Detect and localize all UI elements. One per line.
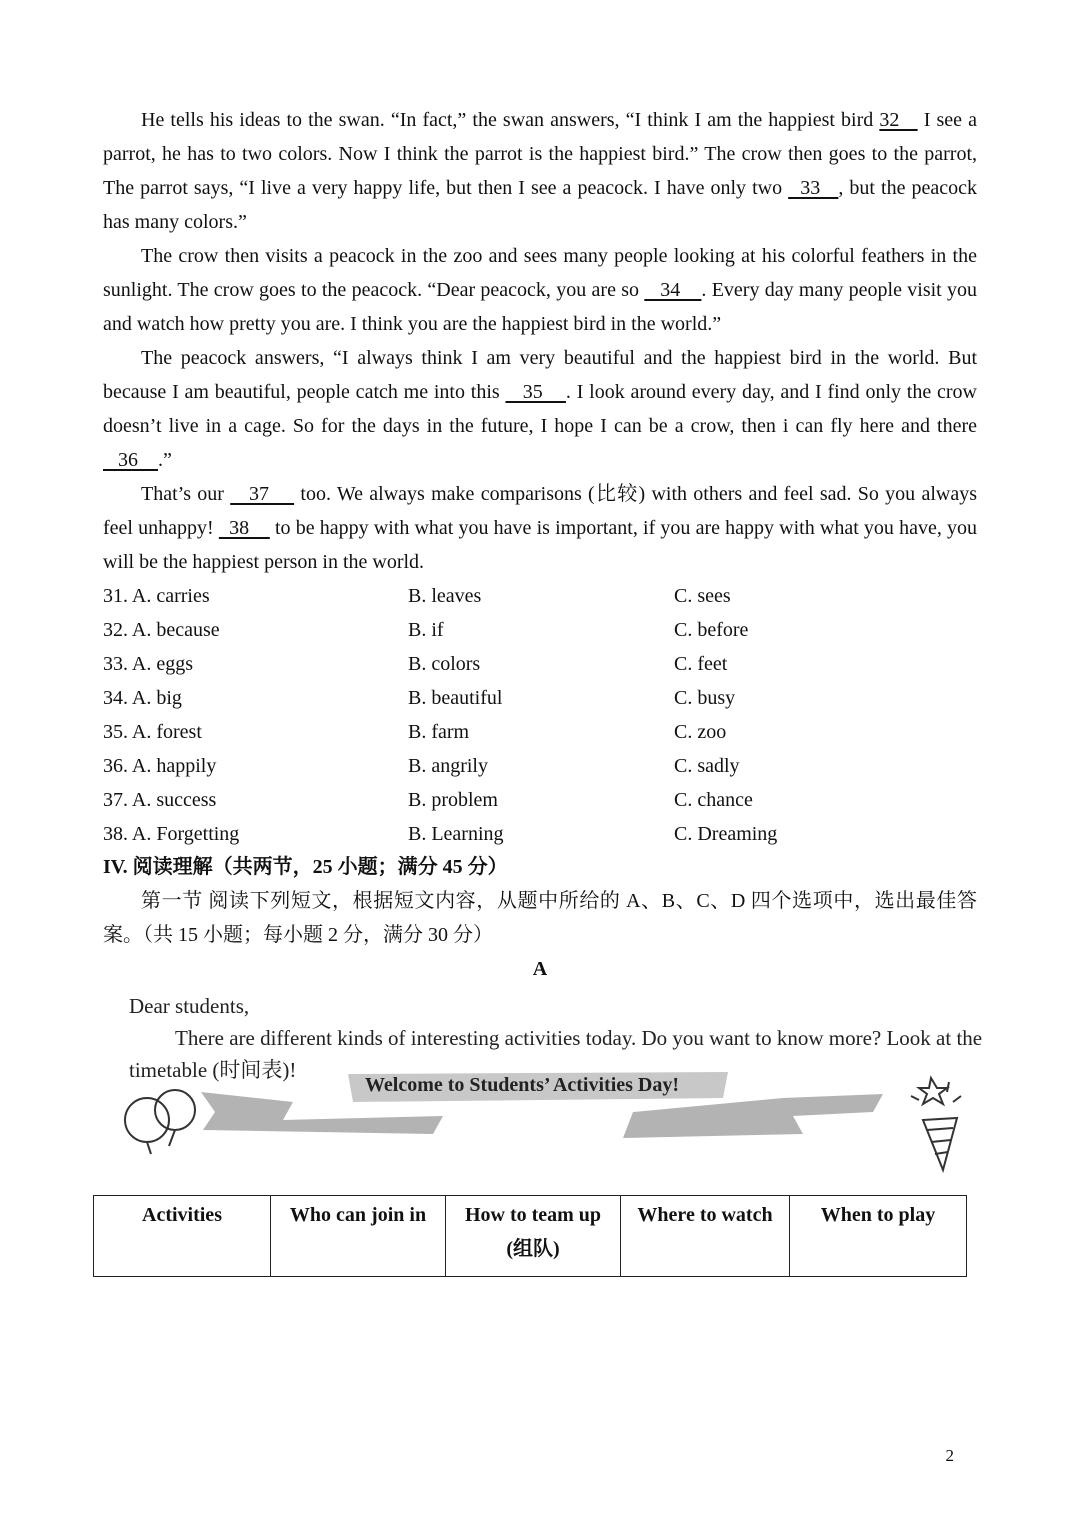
option-c: C. busy bbox=[674, 687, 736, 709]
answer-blank: 37 bbox=[230, 483, 295, 505]
cloze-passage bbox=[103, 103, 977, 579]
passage-text: He tells his ideas to the swan. “In fact,” the swan answers, “I think I am the happiest bird bbox=[141, 109, 880, 131]
ribbon-right bbox=[623, 1094, 883, 1138]
option-b: B. Learning bbox=[408, 823, 504, 845]
question-row-32 bbox=[103, 613, 977, 647]
option-b: B. farm bbox=[408, 721, 470, 743]
passage-paragraph bbox=[103, 239, 977, 341]
banner-title: Welcome to Students’ Activities Day! bbox=[365, 1074, 680, 1096]
passage-paragraph bbox=[103, 477, 977, 579]
answer-blank: 36 bbox=[103, 449, 158, 471]
option-a: 34. A. big bbox=[103, 687, 182, 709]
header-where-to-watch: Where to watch bbox=[621, 1196, 790, 1277]
option-b: B. if bbox=[408, 619, 444, 641]
answer-blank: 32 bbox=[879, 109, 918, 131]
option-c: C. Dreaming bbox=[674, 823, 778, 845]
passage-text: , but the peacock has many colors.” bbox=[103, 177, 978, 233]
notice-image bbox=[103, 990, 993, 1180]
question-row-36 bbox=[103, 749, 977, 783]
passage-text: The peacock answers, “I always think I am very beautiful and the happiest bird in the world. But because I am beautiful, people catch me into this bbox=[103, 347, 977, 403]
option-a: 38. A. Forgetting bbox=[103, 823, 240, 845]
option-a: 31. A. carries bbox=[103, 585, 210, 607]
answer-blank: 35 bbox=[505, 381, 566, 403]
option-c: C. chance bbox=[674, 789, 753, 811]
notice-greeting: Dear students, bbox=[129, 994, 250, 1018]
notice-body: There are different kinds of interesting activities today. Do you want to know more? Look at the timetable (时间表)! bbox=[129, 1026, 983, 1082]
passage-text: I see a parrot, he has to two colors. Now I think the parrot is the happiest bird.” The crow then goes to the parrot, The parrot says, “I live a very happy life, but then I see a peacock. I have only two bbox=[103, 109, 977, 199]
option-a: 33. A. eggs bbox=[103, 653, 193, 675]
party-hat-icon bbox=[911, 1078, 961, 1170]
question-row-33 bbox=[103, 647, 977, 681]
option-b: B. angrily bbox=[408, 755, 488, 777]
option-a: 36. A. happily bbox=[103, 755, 217, 777]
passage-text: That’s our bbox=[141, 483, 231, 505]
table-header-row bbox=[94, 1196, 967, 1277]
question-row-35 bbox=[103, 715, 977, 749]
passage-text: . I look around every day, and I find only the crow doesn’t live in a cage. So for the days in the future, I hope I can be a crow, then i can fly here and there bbox=[103, 381, 977, 437]
header-who-can-join: Who can join in bbox=[271, 1196, 446, 1277]
section-title: IV. 阅读理解（共两节，25 小题；满分 45 分） bbox=[103, 856, 508, 878]
activities-timetable bbox=[93, 1195, 967, 1277]
option-b: B. problem bbox=[408, 789, 498, 811]
answer-blank: 34 bbox=[644, 279, 702, 301]
option-c: C. sadly bbox=[674, 755, 740, 777]
option-a: 37. A. success bbox=[103, 789, 217, 811]
question-row-34 bbox=[103, 681, 977, 715]
option-a: 32. A. because bbox=[103, 619, 220, 641]
passage-text: . Every day many people visit you and watch how pretty you are. I think you are the happiest bird in the world.” bbox=[103, 279, 978, 335]
balloons-icon bbox=[125, 1090, 195, 1154]
header-how-to-team-up: How to team up (组队) bbox=[446, 1196, 621, 1277]
page-number: 2 bbox=[945, 1446, 954, 1465]
option-c: C. zoo bbox=[674, 721, 727, 743]
section-instruction bbox=[103, 884, 977, 952]
question-row-37 bbox=[103, 783, 977, 817]
passage-text: too. We always make comparisons (比较) with others and feel sad. So you always feel unhappy! bbox=[103, 483, 977, 539]
passage-paragraph bbox=[103, 341, 977, 477]
question-row-38 bbox=[103, 817, 977, 851]
passage-paragraph bbox=[103, 103, 977, 239]
instruction-text: 第一节 阅读下列短文，根据短文内容，从题中所给的 A、B、C、D 四个选项中，选出最佳答案。（共 15 小题；每小题 2 分，满分 30 分） bbox=[103, 890, 977, 946]
part-label: A bbox=[532, 958, 548, 980]
header-activities: Activities bbox=[94, 1196, 271, 1277]
option-b: B. beautiful bbox=[408, 687, 503, 709]
header-when-to-play: When to play bbox=[790, 1196, 967, 1277]
welcome-banner bbox=[103, 1072, 993, 1182]
option-a: 35. A. forest bbox=[103, 721, 202, 743]
option-c: C. feet bbox=[674, 653, 728, 675]
answer-blank: 38 bbox=[218, 517, 270, 539]
option-c: C. before bbox=[674, 619, 749, 641]
question-row-31 bbox=[103, 579, 977, 613]
passage-text: to be happy with what you have is important, if you are happy with what you have, you will be the happiest person in the world. bbox=[103, 517, 978, 573]
answer-options bbox=[103, 579, 977, 851]
answer-blank: 33 bbox=[788, 177, 839, 199]
passage-text: .” bbox=[158, 449, 172, 471]
option-c: C. sees bbox=[674, 585, 731, 607]
option-b: B. colors bbox=[408, 653, 481, 675]
option-b: B. leaves bbox=[408, 585, 482, 607]
passage-text: The crow then visits a peacock in the zoo and sees many people looking at his colorful feathers in the sunlight. The crow goes to the peacock. “Dear peacock, you are so bbox=[103, 245, 977, 301]
